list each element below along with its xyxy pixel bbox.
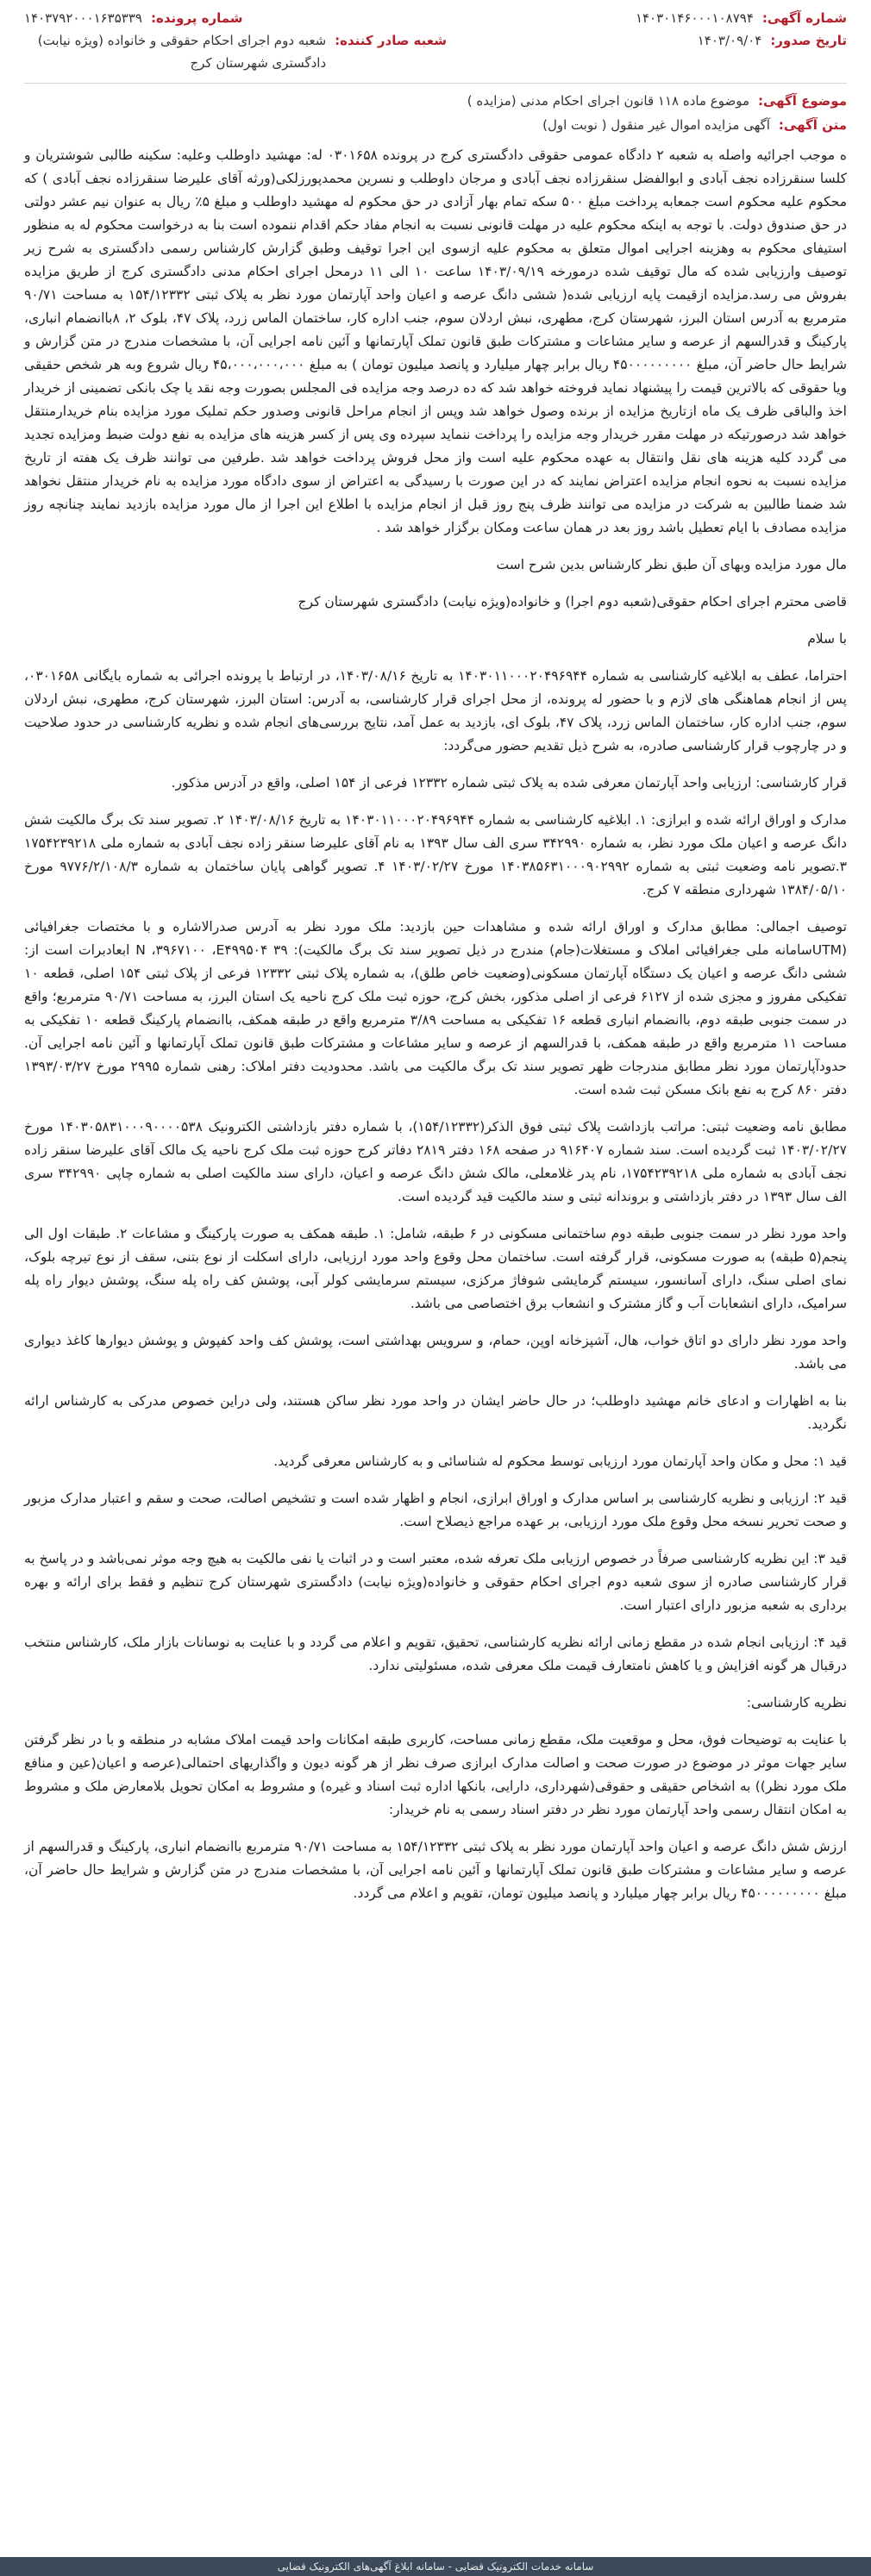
subject-label: موضوع آگهی: [757, 93, 847, 109]
paragraph-heading: مال مورد مزایده وبهای آن طبق نظر کارشناس بدین شرح است [496, 557, 847, 572]
header-row-1 [24, 7, 847, 29]
notice-body [24, 144, 847, 1905]
notice-number [636, 7, 847, 29]
paragraph-addressee: قاضی محترم اجرای احکام حقوقی(شعبه دوم اجرا) و خانواده(ویژه نیابت) دادگستری شهرستان کرج [298, 594, 847, 610]
header-divider [24, 83, 847, 84]
paragraph-opinion-heading: نظریه کارشناسی: [746, 1695, 847, 1710]
body-label: متن آگهی: [778, 117, 847, 133]
paragraph-condition-2: قید ۲: ارزیابی و نظریه کارشناسی بر اساس مدارک و اوراق ابرازی، انجام و اظهار شده است و تشخیص اصالت، صحت و سقم و اعتبار مدارک مزبور و صحت تحریر نسخه محل وقوع ملک مورد ارزیابی، بر عهده مراجع ذیصلاح است. [24, 1491, 847, 1529]
paragraph-valuation: ارزش شش دانگ عرصه و اعیان واحد آپارتمان مورد نظر به پلاک ثبتی ۱۵۴/۱۲۳۳۲ به مساحت ۹۰/۷۱ مترمربع باانضمام انباری، پارکینگ و قدرالسهم از عرصه و سایر مشاعات و مشترکات طبق قانون تملک آپارتمانها و آئین نامه اجرایی آن، با مشخصات مندرج در متن گزارش و شرایط حال حاضر آن، مبلغ ۴۵۰۰۰۰۰۰۰۰۰ ریال برابر چهار میلیارد و پانصد میلیون تومان، تقویم و اعلام می گردد. [24, 1839, 847, 1901]
notice-number-value: ۱۴۰۳۰۱۴۶۰۰۰۱۰۸۷۹۴ [635, 10, 754, 26]
paragraph-condition-4: قید ۴: ارزیابی انجام شده در مقطع زمانی ارائه نظریه کارشناسی، تحقیق، تقویم و اعلام می گردد و با عنایت به نوسانات بازار ملک، کارشناس منتخب درقبال هر گونه افزایش و یا کاهش نامتعارف قیمت ملک معرفی شده، مسئولیتی ندارد. [24, 1635, 848, 1673]
notice-number-label: شماره آگهی: [761, 10, 847, 26]
header-row-2 [24, 29, 847, 74]
subject-line [24, 89, 847, 113]
paragraph-opinion: با عنایت به توضیحات فوق، محل و موقعیت ملک، مقطع زمانی مساحت، کاربری طبقه امکانات واحد قیمت املاک مشابه در منطقه و با در نظر گرفتن سایر جهات موثر در موضوع در صورت صحت و اصالت مدارک ابرازی صرف نظر از هر گونه دیون و واگذاریهای احتمالی(عرصه و اعیان(عین و منافع ملک مورد نظر)) به اشخاص حقیقی و حقوقی(شهرداری، دارایی، بانکها اداره ثبت اسناد و غیره) و مشروط به امکان تحویل بلامعارض ملک و مشروط به امکان انتقال رسمی واحد آپارتمان مورد نظر در دفتر اسناد رسمی به نام خریدار: [24, 1732, 847, 1817]
subject-value: موضوع ماده ۱۱۸ قانون اجرای احکام مدنی (مزایده ) [467, 93, 749, 109]
body-title: آگهی مزایده اموال غیر منقول ( نوبت اول) [542, 117, 770, 133]
case-number-value: ۱۴۰۳۷۹۲۰۰۰۱۶۳۵۳۳۹ [24, 10, 142, 26]
sender-value: شعبه دوم اجرای احکام حقوقی و خانواده (ویژه نیابت) دادگستری شهرستان کرج [37, 33, 327, 71]
paragraph-description: توصیف اجمالی: مطابق مدارک و اوراق ارائه شده و مشاهدات حین بازدید: ملک مورد نظر به آدرس صدرالاشاره و با مختصات جغرافیائی (UTMسامانه ملی جغرافیائی املاک و مستغلات(جام) مندرج در ذیل تصویر سند تک برگ مالکیت): ۳۹ N ،۳۹۶۷۱۰۰ ،E۴۹۹۵۰۴ ابعادبرات است از: ششی دانگ عرصه و اعیان یک دستگاه آپارتمان مسکونی(وضعیت خاص طلق)، به شماره پلاک ثبتی ۱۲۳۳۲ فرعی از پلاک ثبتی ۱۵۴ اصلی، قطعه ۱۰ تفکیکی مفروز و مجزی شده از ۶۱۲۷ فرعی از اصلی مذکور، بخش کرج، حوزه ثبت ملک کرج ناحیه یک استان البرز، به مساحت ۹۰/۷۱ مترمربع؛ واقع در سمت جنوبی طبقه دوم، باانضمام انباری قطعه ۱۶ تفکیکی به مساحت ۳/۸۹ مترمربع واقع در طبقه همکف، باانضمام پارکینگ قطعه ۱۰ تفکیکی به مساحت ۱۱ مترمربع واقع در طبقه همکف، با قدرالسهم از عرصه و سایر مشاعات و مشترکات طبق قانون تملک آپارتمانها و آئین نامه اجرایی آن. حدودآپارتمان مورد نظر مطابق مندرجات ظهر تصویر سند تک برگ مالکیت می باشد. محدودیت دفتر املاک: رهنی شماره ۲۹۹۵ مورخ ۱۳۹۳/۰۳/۲۷ دفتر ۸۶۰ کرج به نفع بانک مسکن ثبت شده است. [24, 919, 847, 1097]
paragraph-order: قرار کارشناسی: ارزیابی واحد آپارتمان معرفی شده به پلاک ثبتی شماره ۱۲۳۳۲ فرعی از ۱۵۴ اصلی، واقع در آدرس مذکور. [171, 775, 847, 791]
case-number [24, 7, 243, 29]
sender [24, 29, 447, 74]
paragraph-reference: احتراما، عطف به ابلاغیه کارشناسی به شماره ۱۴۰۳۰۱۱۰۰۰۲۰۴۹۶۹۴۴ به تاریخ ۱۴۰۳/۰۸/۱۶، در ارتباط با پرونده اجرائی به شماره بایگانی ۰۳۰۱۶۵۸، پس از انجام هماهنگی های لازم و با حضور له پرونده، از محل اجرای قرار کارشناسی، به آدرس: استان البرز، شهرستان کرج، مطهری، نبش اردلان سوم، جنب اداره کار، ساختمان الماس زرد، پلاک ۴۷، بلوک ای، بازدید به عمل آمد، نتایج بررسی‌های انجام شده و نظریه کارشناسی در حدود صلاحیت و در چارچوب قرار کارشناسی صادره، به شرح ذیل تقدیم حضور می‌گردد: [24, 668, 848, 753]
issue-date [698, 29, 847, 74]
body-title-line [24, 113, 847, 137]
case-number-label: شماره پرونده: [150, 10, 243, 26]
footer-bar: سامانه خدمات الکترونیک قضایی - سامانه ابلاغ آگهی‌های الکترونیک قضایی [0, 2557, 871, 2576]
paragraph-building: واحد مورد نظر در سمت جنوبی طبقه دوم ساختمانی مسکونی در ۶ طبقه، شامل: ۱. طبقه همکف به صورت پارکینگ و مشاعات ۲. طبقات اول الی پنجم(۵ طبقه) به صورت مسکونی، قرار گرفته است. ساختمان محل وقوع واحد مورد ارزیابی، دارای اسکلت از نوع بتنی، سقف از نوع تیرچه بلوک، نمای اصلی سنگ، دارای آسانسور، سیستم گرمایشی شوفاژ مرکزی، سیستم سرمایشی کولر آبی، پوشش کف راه پله سنگ، پوشش دیوار راه پله سرامیک، دارای انشعابات آب و گاز مشترک و انشعاب برق اختصاصی می باشد. [24, 1226, 847, 1311]
issue-date-value: ۱۴۰۳/۰۹/۰۴ [697, 33, 762, 48]
paragraph-intro: ه موجب اجرائیه واصله به شعبه ۲ دادگاه عمومی حقوقی دادگستری کرج در پرونده ۰۳۰۱۶۵۸ له: مهشید داوطلب وعلیه: سکینه طالبی شوشتریان و کلسا سنقرزاده نجف آبادی و ابوالفضل سنقرزاده نجف آبادی و مرجان داوطلب و نسرین محمدپورزلکی(ورثه آقای علیرضا سنقرزاده نجف آبادی ) که محکوم علیه محکوم است جمعابه پرداخت مبلغ ۵۰۰ سکه تمام بهار آزادی در حق محکوم له مهشید داوطلب و مبلغ ۵٪ ریال به عنوان نیم عشر دولتی در حق صندوق دولت. با توجه به اینکه محکوم علیه در مهلت قانونی نسبت به انجام مفاد حکم اقدام ننموده است بنا به درخواست محکوم له به منظور استیفای محکوم به وهزینه اجرایی اموال متعلق به محکوم علیه ازسوی این اجرا توقیف وطبق گزارش کارشناس رسمی دادگستری به شرح زیر توصیف وارزیابی شده که مال توقیف شده درمورخه ۱۴۰۳/۰۹/۱۹ ساعت ۱۰ الی ۱۱ درمحل اجرای احکام مدنی دادگستری کرج از طریق مزایده بفروش می رسد.مزایده ازقیمت پایه ارزیابی شده( ششی دانگ عرصه و اعیان واحد آپارتمان مورد نظر به پلاک ثبتی ۱۵۴/۱۲۳۳۲ به مساحت ۹۰/۷۱ مترمربع به آدرس استان البرز، شهرستان کرج، مطهری، نبش اردلان سوم، جنب اداره کار، ساختمان الماس زرد، پلاک ۴۷، بلوک ۲، ۸باانضمام انباری، پارکینگ و قدرالسهم از عرصه و سایر مشاعات و مشترکات طبق قانون تملک آپارتمانها و آئین نامه اجرایی آن، با مشخصات مندرج در متن گزارش و شرایط حال حاضر آن، مبلغ ۴۵۰۰۰۰۰۰۰۰۰ ریال برابر چهار میلیارد و پانصد میلیون تومان ) به مبلغ ۴۵،۰۰۰،۰۰۰،۰۰۰ ریال شروع وبه هر شخص حقیقی ویا حقوقی که بالاترین قیمت را پیشنهاد نماید فروخته خواهد شد که ده درصد وجه مزایده فی المجلس بصورت وجه نقد یا چک بانکی تضمینی از خریدار اخذ والباقی ظرف یک ماه ازتاریخ مزایده از برنده وصول خواهد شد وپس از انجام مراحل قانونی وصدور حکم تملیک مورد مزایده بنام خریدارمنتقل خواهد شد درصورتیکه در مهلت مقرر خریدار وجه مزایده را پرداخت ننماید سپرده وی پس از کسر هزینه های مزایده به نفع دولت ضبط ومزایده تجدید می گردد کلیه هزینه های نقل وانتقال به عهده محکوم علیه است واز محل فروش پرداخت خواهد شد .طرفین می توانند ظرف یک هفته از تاریخ مزایده نسبت به نحوه انجام مزایده اعتراض نمایند که در این صورت با رسیدگی به اعتراض از سوی دادگاه مورد مزایده به نام خریدار منتقل نخواهد شد ضمنا طالبین به شرکت در مزایده می توانند ظرف پنج روز قبل از انجام مزایده با اطلاع این اجرا از مال مورد مزایده بازدید نمایند چنانچه روز مزایده مصادف با ایام تعطیل باشد روز بعد در همان ساعت ومکان برگزار خواهد شد . [24, 147, 848, 535]
paragraph-registry-status: مطابق نامه وضعیت ثبتی: مراتب بازداشت پلاک ثبتی فوق الذکر(۱۵۴/۱۲۳۳۲)، با شماره دفتر بازداشتی الکترونیک ۱۴۰۳۰۵۸۳۱۰۰۰۹۰۰۰۰۵۳۸ مورخ ۱۴۰۳/۰۲/۲۷ ثبت گردیده است. سند شماره ۹۱۶۴۰۷ در صفحه ۱۶۸ دفتر ۲۸۱۹ دفاتر کرج حوزه ثبت ملک کرج ناحیه یک مالک آقای علیرضا سنقر زاده نجف آبادی به شماره ملی ۱۷۵۴۲۳۹۲۱۸، نام پدر غلامعلی، مالک شش دانگ عرصه و اعیان، دارای سند مالکیت اصلی به شماره چاپی ۳۴۲۹۹۰ سری الف سال ۱۳۹۳ در دفتر بازداشتی و بروندانه ثبتی و سند مالکیت قید گردیده است. [24, 1119, 848, 1204]
paragraph-documents: مدارک و اوراق ارائه شده و ابرازی: ۱. ابلاغیه کارشناسی به شماره ۱۴۰۳۰۱۱۰۰۰۲۰۴۹۶۹۴۴ به تاریخ ۱۴۰۳/۰۸/۱۶ ۲. تصویر سند تک برگ مالکیت شش دانگ عرصه و اعیان ملک مورد نظر، به شماره ۳۴۲۹۹۰ سری الف سال ۱۳۹۳ به نام آقای علیرضا سنقر زاده نجف آبادی به شماره ملی ۱۷۵۴۲۳۹۲۱۸ ۳.تصویر نامه وضعیت ثبتی به شماره ۱۴۰۳۸۵۶۳۱۰۰۰۹۰۲۹۹۲ مورخ ۱۴۰۳/۰۲/۲۷ ۴. تصویر گواهی پایان ساختمان به شماره ۹۷۷۶/۲/۱۰۸/۳ مورخ ۱۳۸۴/۰۵/۱۰ شهرداری منطقه ۷ کرج. [24, 812, 847, 897]
issue-date-label: تاریخ صدور: [770, 33, 847, 48]
paragraph-greeting: با سلام [807, 631, 847, 647]
paragraph-occupancy: بنا به اظهارات و ادعای خانم مهشید داوطلب؛ در حال حاضر ایشان در واحد مورد نظر ساکن هستند، ولی دراین خصوص مدرکی به کارشناس ارائه نگردید. [24, 1393, 847, 1432]
paragraph-condition-1: قید ۱: محل و مکان واحد آپارتمان مورد ارزیابی توسط محکوم له شناسائی و به کارشناس معرفی گردید. [273, 1454, 847, 1469]
paragraph-condition-3: قید ۳: این نظریه کارشناسی صرفاً در خصوص ارزیابی ملک تعرفه شده، معتبر است و در اثبات یا نفی مالکیت به هیچ وجه موثر نمی‌باشد و در پاسخ به قرار کارشناسی صادره از سوی شعبه دوم اجرای احکام حقوقی و خانواده(ویژه نیابت) دادگستری شهرستان کرج تنظیم و فقط برای ارائه و بهره برداری به شعبه مزبور دارای اعتبار است. [24, 1551, 847, 1613]
sender-label: شعبه صادر کننده: [335, 33, 447, 48]
paragraph-unit: واحد مورد نظر دارای دو اتاق خواب، هال، آشپزخانه اوپن، حمام، و سرویس بهداشتی است، پوشش کف واحد کفپوش و پوشش دیوارها کاغذ دیواری می باشد. [24, 1333, 847, 1372]
